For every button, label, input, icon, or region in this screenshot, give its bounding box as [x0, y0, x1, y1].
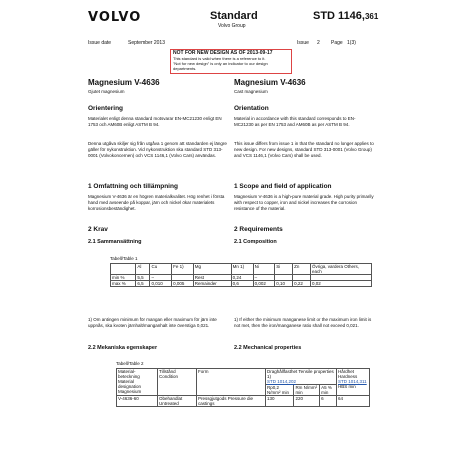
left-subtitle: Gjutet magnesium — [88, 89, 125, 94]
page-number: 1(3) — [347, 40, 356, 46]
table-cell: 0,22 — [293, 281, 311, 287]
table-cell: min % — [111, 275, 136, 281]
left-s22-heading: 2.2 Mekaniska egenskaper — [88, 345, 158, 351]
table-row — [111, 281, 372, 287]
left-s2-heading: 2 Krav — [88, 226, 108, 233]
right-note1: 1) If either the minimum manganese limit or the maximum iron limit is not met, then the iron/manganese ratio shall not exceed 0,021. — [234, 317, 372, 328]
issue-number: 2 — [317, 40, 320, 46]
table-cell: Pressgjutgods Pressure die castings — [197, 396, 266, 407]
right-orient-p1: Material in accordance with this standard corresponds to EN-MC21230 as per EN 1753 and AM60B as per ASTM B 94. — [234, 116, 356, 127]
table-cell: V-4636-60 — [117, 396, 158, 407]
left-note1: 1) Om antingen minimum för mangan eller maximum för järn inte uppnås, ska kvoten järnhalt/manganhalt inte överstiga 0,021. — [88, 317, 217, 328]
standard-number — [313, 10, 378, 22]
table-header-cell: Cu — [150, 264, 172, 275]
table-header-cell: Zn — [293, 264, 311, 275]
right-title: Magnesium V-4636 — [234, 78, 306, 87]
mechanical-properties-table — [116, 368, 370, 407]
left-s1-heading: 1 Omfattning och tillämpning — [88, 183, 178, 190]
table2-caption: Tabell/Table 2 — [116, 361, 144, 366]
table-cell: 6,5 — [136, 281, 150, 287]
table-cell: Remainder — [193, 281, 231, 287]
tensile-label: Draghållfasthet Tensile properties — [267, 369, 334, 374]
composition-table — [110, 263, 372, 287]
table-cell: Obehandlat Untreated — [158, 396, 197, 407]
table-header-cell: Si — [275, 264, 293, 275]
table-cell: 5,5 — [136, 275, 150, 281]
table-row — [117, 396, 370, 407]
not-for-new-design-notice — [170, 49, 292, 74]
table-header-cell: Material-beteckning Material designation Magnesium — [117, 369, 158, 396]
tensile-header-cell — [266, 369, 337, 385]
table-cell: 0,002 — [253, 281, 275, 287]
right-s22-heading: 2.2 Mechanical properties — [234, 345, 302, 351]
tensile-standard-link[interactable]: STD 1014,202 — [267, 379, 297, 384]
std-number-suffix: 361 — [364, 12, 379, 21]
standard-title: Standard — [210, 10, 258, 22]
table-header-cell: A5 % min — [320, 385, 337, 396]
table-header-cell: Övriga, vardera Others, each — [311, 264, 372, 275]
table-header-cell: Mn 1) — [231, 264, 253, 275]
table-header-cell: Fe 1) — [172, 264, 194, 275]
notice-headline: NOT FOR NEW DESIGN AS OF 2013-09-17 — [173, 50, 273, 56]
table-header-cell: Rm N/mm² min — [294, 385, 320, 396]
table-header-cell: Form — [197, 369, 266, 396]
left-s21-heading: 2.1 Sammansättning — [88, 239, 142, 245]
left-orient-heading: Orientering — [88, 105, 124, 112]
hardness-unit: HBS min — [338, 384, 356, 389]
notice-line-2: This standard is valid when there is a reference to it. — [173, 56, 266, 61]
hardness-label: Hårdhet Hardness — [338, 369, 358, 379]
right-s1-heading: 1 Scope and field of application — [234, 183, 332, 190]
table-cell: 130 — [266, 396, 294, 407]
right-s2-heading: 2 Requirements — [234, 226, 283, 233]
table-cell: 0,6 — [231, 281, 253, 287]
table-cell: max % — [111, 281, 136, 287]
table-cell: – — [253, 275, 275, 281]
table-cell: 0,005 — [172, 281, 194, 287]
table1-caption: Tabell/Table 1 — [110, 256, 138, 261]
table-cell: 0,010 — [150, 281, 172, 287]
table-header-cell: Ni — [253, 264, 275, 275]
issue-date: September 2013 — [128, 40, 165, 46]
hardness-standard-link[interactable]: STD 1014,311 — [338, 379, 367, 384]
right-s1-text: Magnesium V-4636 is a high-pure material grade. High purity primarily with respect to copper, iron and nickel increases the corrosion resistance of the material. — [234, 194, 374, 211]
table-header-row — [111, 264, 372, 275]
right-subtitle: Cast magnesium — [234, 89, 268, 94]
table-header-cell: Al — [136, 264, 150, 275]
table-cell: 64 — [337, 396, 370, 407]
left-s1-text: Magnesium V-4636 är en högren materialkvalitet. Hög renhet i första hand med avseende på koppar, järn och nickel ökar materialets korrosionsbeständighet. — [88, 194, 225, 211]
left-orient-p1: Materialet enligt denna standard motsvarar EN-MC21230 enligt EN 1753 och AM60B enligt ASTM B 94. — [88, 116, 222, 127]
table-header-cell: Tillstånd Condition — [158, 369, 197, 396]
table-cell: Rest — [193, 275, 231, 281]
issue-label: Issue — [297, 40, 309, 46]
left-title: Magnesium V-4636 — [88, 78, 160, 87]
right-orient-heading: Orientation — [234, 105, 269, 112]
table-cell: 6 — [320, 396, 337, 407]
table-cell: 0,10 — [275, 281, 293, 287]
table-cell: 0,02 — [311, 281, 372, 287]
table-cell: – — [150, 275, 172, 281]
right-orient-p2: This issue differs from issue 1 in that the standard no longer applies to new design. For new designs, standard STD 313-0001 (Volvo Group) and VCS 1146,1 (Volvo Cars) shall be used. — [234, 141, 374, 158]
table-header-cell: Rp0,2 N/mm² min — [266, 385, 294, 396]
table-cell: 220 — [294, 396, 320, 407]
table-cell: 0,24 — [231, 275, 253, 281]
table-header-row — [117, 369, 370, 385]
page-label: Page — [331, 40, 343, 46]
notice-line-3: "Not for new design" is only an indicator to our design departments. — [173, 61, 268, 71]
std-number-main: STD 1146, — [313, 10, 365, 22]
table-header-cell — [111, 264, 136, 275]
right-s21-heading: 2.1 Composition — [234, 239, 277, 245]
volvo-logo: VOLVO — [88, 10, 142, 25]
table-header-cell: Mg — [193, 264, 231, 275]
hardness-header-cell — [337, 369, 370, 396]
standard-subtitle: Volvo Group — [218, 23, 246, 29]
left-orient-p2: Denna utgåva skiljer sig från utgåva 1 genom att standarden ej längre gäller för nykonstruktion. Vid nykonstruktion ska standard STD 313-0001 (Volvokoncernen) och VCS 1146,1 (Volvo Cars) användas. — [88, 141, 227, 158]
tensile-note: 1) — [267, 374, 272, 379]
issue-date-label: Issue date — [88, 40, 112, 46]
